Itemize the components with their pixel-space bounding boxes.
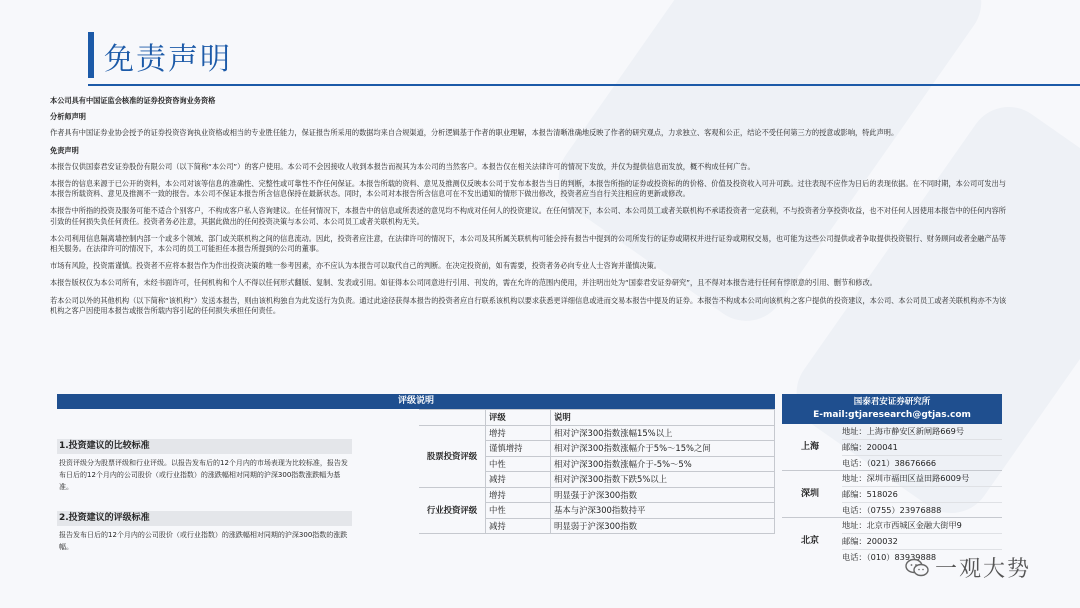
city-block-shenzhen <box>782 471 1002 518</box>
level-cell: 增持 <box>486 487 551 503</box>
industry-rating-label: 行业投资评级 <box>419 487 486 534</box>
city-phone: 电话：（0755）23976888 <box>842 505 942 515</box>
city-zip: 邮编：518026 <box>842 487 1002 503</box>
level-cell: 增持 <box>486 425 551 441</box>
rating-standards <box>57 409 350 566</box>
disclaimer-heading: 免责声明 <box>50 145 79 155</box>
city-address: 地址：深圳市福田区益田路6009号 <box>842 471 1002 487</box>
org-name: 国泰君安证券研究所 <box>853 397 931 407</box>
contact-box <box>782 394 1002 564</box>
title-accent-bar <box>88 32 94 78</box>
desc-cell: 相对沪深300指数下跌5%以上 <box>551 472 775 488</box>
watermark-text: 一观大势 <box>935 557 1032 582</box>
desc-cell: 明显强于沪深300指数 <box>551 487 775 503</box>
col-level: 评级 <box>486 410 551 426</box>
city-details <box>842 471 1002 518</box>
desc-cell: 相对沪深300指数涨幅介于-5%～5% <box>551 456 775 472</box>
standard-1-title: 1.投资建议的比较标准 <box>57 439 352 454</box>
analyst-heading: 分析师声明 <box>50 112 86 122</box>
page-title: 免责声明 <box>104 42 232 77</box>
city-address: 地址：上海市静安区新闸路669号 <box>842 424 1002 440</box>
stock-rating-label: 股票投资评级 <box>419 425 486 487</box>
disclaimer-body <box>50 92 1010 323</box>
rating-table-header <box>419 410 775 426</box>
level-cell: 中性 <box>486 456 551 472</box>
city-block-shanghai <box>782 424 1002 471</box>
city-address: 地址：北京市西城区金融大街甲9 <box>842 518 1002 534</box>
paragraph: 本报告中所指的投资及服务可能不适合个别客户，不构成客户私人咨询建议。在任何情况下，本报告中的信息或所表述的意见均不构成对任何人的投资建议。在任何情况下，本公司、本公司员工或者关联机构不承诺投资者一定获利，不与投资者分享投资收益，也不对任何人因使用本报告中的任何内容所引致的任何损失负任何责任。投资者务必注意，其据此做出的任何投资决策与本公司、本公司员工或者关联机构无关。 <box>50 206 1006 226</box>
level-cell: 中性 <box>486 503 551 519</box>
empty-cell <box>419 410 486 426</box>
level-cell: 减持 <box>486 472 551 488</box>
city-zip: 邮编：200032 <box>842 534 1002 550</box>
contact-header <box>782 394 1002 424</box>
analyst-text: 作者具有中国证券业协会授予的证券投资咨询执业资格或相当的专业胜任能力，保证报告所采用的数据均来自合规渠道，分析逻辑基于作者的职业理解，本报告清晰准确地反映了作者的研究观点，力求独立、客观和公正，结论不受任何第三方的授意或影响，特此声明。 <box>50 128 899 138</box>
city-phone: 电话：（010）83939888 <box>842 552 937 562</box>
paragraph: 若本公司以外的其他机构（以下简称“该机构”）发送本报告，则由该机构独自为此发送行为负责。通过此途径获得本报告的投资者应自行联系该机构以要求获悉更详细信息或进而交易本报告中提及的证券。本报告不构成本公司向该机构之客户提供的投资建议，本公司、本公司员工或者关联机构亦不为该机构之客户因使用本报告或报告所载内容引起的任何损失承担任何责任。 <box>50 295 1007 315</box>
table-row <box>419 425 775 441</box>
paragraph: 本公司利用信息隔离墙控制内部一个或多个领域、部门或关联机构之间的信息流动。因此，投资者应注意，在法律许可的情况下，本公司及其所属关联机构可能会持有报告中提到的公司所发行的证券或期权并进行证券或期权交易，也可能为这些公司提供或者争取提供投资银行、财务顾问或者金融产品等相关服务。在法律许可的情况下，本公司的员工可能担任本报告所提到的公司的董事。 <box>50 233 1006 254</box>
paragraph: 本报告仅供国泰君安证券股份有限公司（以下简称“本公司”）的客户使用。本公司不会因接收人收到本报告而视其为本公司的当然客户。本报告仅在相关法律许可的情况下发放，并仅为提供信息而发放，概不构成任何广告。 <box>50 161 755 171</box>
city-name: 深圳 <box>800 489 819 499</box>
table-row <box>419 487 775 503</box>
city-zip: 邮编：200041 <box>842 440 1002 456</box>
title-underline <box>88 84 1080 86</box>
rating-table <box>419 409 775 534</box>
paragraph: 本报告的信息来源于已公开的资料，本公司对该等信息的准确性、完整性或可靠性不作任何保证。本报告所载的资料、意见及推测仅反映本公司于发布本报告当日的判断，本报告所指的证券或投资标的的价格、价值及投资收入可升可跌。过往表现不应作为日后的表现依据。在不同时期，本公司可发出与本报告所载资料、意见及推测不一致的报告。本公司不保证本报告所含信息保持在最新状态。同时，本公司对本报告所含信息可在不发出通知的情形下做出修改，投资者应当自行关注相应的更新或修改。 <box>50 179 1006 199</box>
desc-cell: 基本与沪深300指数持平 <box>551 503 775 519</box>
standard-2-text: 报告发布日后的12个月内的公司股价（或行业指数）的涨跌幅相对同期的沪深300指数的涨跌幅。 <box>59 531 348 551</box>
rating-body <box>57 409 775 566</box>
city-name: 北京 <box>800 536 819 546</box>
desc-cell: 明显弱于沪深300指数 <box>551 518 775 534</box>
desc-cell: 相对沪深300指数涨幅15%以上 <box>551 425 775 441</box>
standard-1-text: 投资评级分为股票评级和行业评级。以报告发布后的12个月内的市场表现为比较标准，报告发布日后的12个月内的公司股价（或行业指数）的涨跌幅相对同期的沪深300指数涨跌幅为基准。 <box>59 459 348 491</box>
col-desc: 说明 <box>551 410 775 426</box>
desc-cell: 相对沪深300指数涨幅介于5%～15%之间 <box>551 441 775 457</box>
level-cell: 减持 <box>486 518 551 534</box>
city-details <box>842 424 1002 471</box>
city-name: 上海 <box>800 442 819 452</box>
contact-email[interactable]: E-mail:gtjaresearch@gtjas.com <box>813 410 971 420</box>
rating-header: 评级说明 <box>57 394 775 409</box>
city-phone: 电话：（021）38676666 <box>842 458 937 468</box>
qualification-heading: 本公司具有中国证监会核准的证券投资咨询业务资格 <box>50 96 216 105</box>
wechat-icon <box>905 557 929 579</box>
level-cell: 谨慎增持 <box>486 441 551 457</box>
paragraph: 市场有风险，投资需谨慎。投资者不应将本报告作为作出投资决策的唯一参考因素，亦不应认为本报告可以取代自己的判断。在决定投资前，如有需要，投资者务必向专业人士咨询并谨慎决策。 <box>50 261 661 271</box>
standard-2-title: 2.投资建议的评级标准 <box>57 511 352 526</box>
paragraph: 本报告版权仅为本公司所有，未经书面许可，任何机构和个人不得以任何形式翻版、复制、发表或引用。如征得本公司同意进行引用、刊发的，需在允许的范围内使用，并注明出处为“国泰君安证券研究”，且不得对本报告进行任何有悖原意的引用、删节和修改。 <box>50 278 877 288</box>
rating-explanation <box>57 394 775 566</box>
watermark <box>905 552 1031 583</box>
